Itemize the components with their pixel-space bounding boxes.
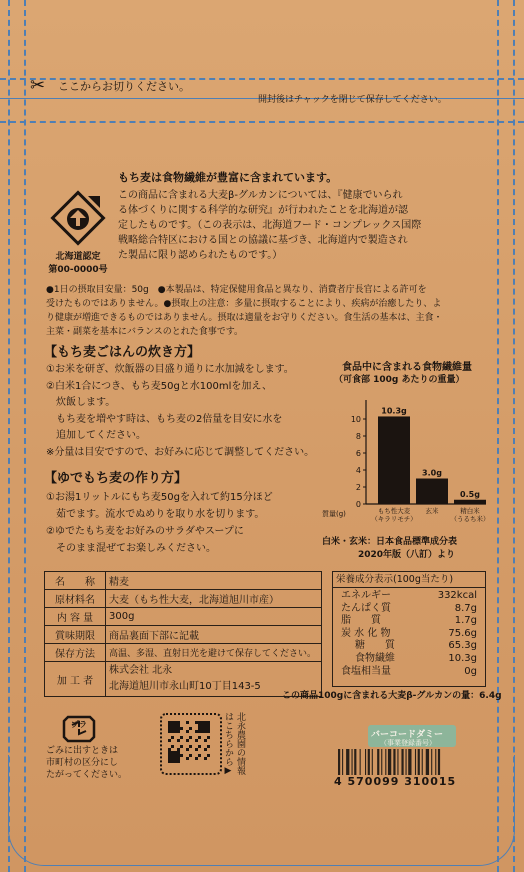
chart-source-line: 白米・玄米：日本食品標準成分表 — [322, 537, 458, 547]
boil-section-steps — [46, 489, 326, 557]
barcode-bar — [385, 749, 386, 775]
chart-category-label: 玄米 — [425, 507, 439, 515]
nutrition-value: 332kcal — [437, 590, 477, 601]
note-line: 受けたものではありません。●摂取上の注意：多量に摂取することにより、疾病が治癒したり、よ — [46, 299, 442, 309]
nutrition-value: 0g — [464, 665, 477, 677]
nutrition-row — [333, 653, 485, 666]
certification-line: 定したものです。（この表示は、北海道フード・コンプレックス国際 — [118, 220, 422, 231]
rice-step: 炊飯します。 — [46, 397, 116, 408]
recycle-line: たがってください。 — [46, 770, 128, 780]
recycle-mark-label: プラ — [71, 720, 87, 729]
barcode-bar — [418, 749, 420, 775]
chart-y-axis-label: 質量(g) — [322, 510, 346, 518]
nutrition-value: 8.7g — [454, 602, 477, 614]
intake-notes — [46, 283, 496, 339]
qr-code[interactable] — [168, 721, 210, 763]
spec-row — [45, 608, 322, 626]
guide-line-zip — [0, 121, 524, 123]
barcode — [334, 749, 484, 777]
chart-value-label: 0.5g — [460, 489, 480, 499]
nutrition-title: 栄養成分表示(100g当たり) — [333, 572, 485, 588]
barcode-bar — [360, 749, 361, 775]
certification-line: た製品に限り認められたものです。） — [118, 250, 283, 261]
nutrition-value: 10.3g — [448, 652, 477, 664]
spec-label: 内 容 量 — [45, 608, 106, 626]
nutrition-rows — [333, 588, 485, 678]
nutrition-row — [333, 590, 485, 603]
note-line: り健康が増進できるものではありません。摂取は適量をお守りください。食生活の基本は、主食・ — [46, 313, 443, 323]
recycle-line: 市町村の区分にし — [46, 758, 119, 768]
barcode-dummy-sublabel: （事業登録番号） — [380, 739, 436, 747]
rice-section-title: 【もち麦ごはんの炊き方】 — [44, 345, 201, 360]
certification-label: 北海道認定 — [55, 252, 101, 262]
note-line: 主菜・副菜を基本にバランスのとれた食事です。 — [46, 327, 244, 337]
spec-row — [45, 644, 322, 662]
spec-value: 大麦（もち性大麦，北海道旭川市産） — [106, 590, 322, 608]
nutrition-value: 75.6g — [448, 627, 477, 639]
guide-line-left-inner — [24, 0, 26, 872]
chart-bar — [416, 479, 448, 505]
chart-category-label: 精白米 — [460, 507, 480, 515]
barcode-bar — [352, 749, 353, 775]
nutrition-label: 食塩相当量 — [341, 665, 391, 677]
barcode-bar — [408, 749, 411, 775]
nutrition-table — [332, 571, 486, 687]
qr-side-line: はこちらから▶ — [223, 712, 233, 776]
boil-step: 茹でます。流水でぬめりを取り水を切ります。 — [46, 509, 265, 520]
spec-row — [45, 590, 322, 608]
recycle-text — [46, 745, 127, 781]
nutrition-row — [333, 603, 485, 616]
nutrition-label: 食物繊維 — [355, 652, 395, 664]
barcode-bar — [388, 749, 391, 775]
chart-title: 食品中に含まれる食物繊維量 — [342, 362, 472, 373]
boil-step: ②ゆでたもち麦をお好みのサラダやスープに — [46, 526, 244, 537]
spec-row — [45, 572, 322, 590]
spec-value: 商品裏面下部に記載 — [106, 626, 322, 644]
spec-row — [45, 662, 322, 697]
barcode-dummy-label: バーコードダミー — [371, 730, 444, 740]
chart-category-label: もち性大麦 — [377, 507, 411, 515]
rice-section-steps — [46, 362, 336, 461]
nutrition-value: 1.7g — [454, 615, 477, 627]
barcode-bar — [393, 749, 395, 775]
product-spec-table — [44, 571, 322, 697]
nutrition-row — [333, 640, 485, 653]
qr-module — [207, 760, 210, 763]
chart-bar — [378, 416, 410, 504]
barcode-bar — [422, 749, 423, 775]
chart-y-tick-label: 8 — [355, 432, 361, 441]
chart-y-tick-label: 4 — [355, 466, 361, 475]
zipper-note: 開封後はチャックを閉じて保存してください。 — [258, 95, 447, 105]
barcode-bar — [426, 749, 429, 775]
rice-step: ②白米1合につき、もち麦50gと水100mlを加え、 — [46, 380, 273, 392]
spec-value: 精麦 — [106, 572, 322, 590]
barcode-bar — [381, 749, 382, 775]
scissors-icon: ✂ — [30, 75, 46, 96]
nutrition-label: エネルギー — [341, 590, 391, 601]
chart-y-tick-label: 2 — [355, 483, 361, 492]
boil-section-title: 【ゆでもち麦の作り方】 — [44, 471, 188, 486]
certification-line: この商品に含まれる大麦β-グルカンについては、『健康でいられ — [118, 190, 403, 201]
hokkaido-certification-logo — [50, 190, 106, 246]
nutrition-label: 炭 水 化 物 — [341, 627, 391, 639]
spec-label: 原材料名 — [45, 590, 106, 608]
spec-value: 300g — [106, 608, 322, 626]
chart-y-tick-label: 0 — [355, 500, 361, 509]
barcode-number: 4 570099 310015 — [334, 775, 457, 788]
nutrition-label: 糖 質 — [355, 640, 395, 652]
chart-source — [322, 536, 457, 562]
qr-side-text — [222, 712, 246, 776]
chart-value-label: 10.3g — [381, 406, 407, 416]
barcode-bar — [406, 749, 407, 775]
rice-step: 追加してください。 — [46, 430, 146, 441]
chart-category-label: （うるち米） — [450, 515, 490, 523]
spec-value: 株式会社 北永 — [109, 665, 173, 676]
spec-label: 加 工 者 — [45, 662, 106, 697]
nutrition-row — [333, 666, 485, 679]
barcode-bar — [401, 749, 403, 775]
nutrition-row — [333, 628, 485, 641]
headline: もち麦は食物繊維が豊富に含まれています。 — [118, 171, 338, 184]
barcode-bar — [372, 749, 373, 775]
certification-paragraph — [118, 188, 493, 263]
barcode-bar — [415, 749, 416, 775]
fiber-chart — [320, 390, 500, 535]
spec-row — [45, 626, 322, 644]
barcode-bar — [431, 749, 432, 775]
spec-label: 保存方法 — [45, 644, 106, 662]
nutrition-label: 脂 質 — [341, 615, 381, 627]
barcode-bar — [368, 749, 370, 775]
chart-y-tick-label: 10 — [350, 415, 361, 424]
nutrition-value: 65.3g — [448, 640, 477, 652]
qr-side-line: 北永農園の情報 — [235, 712, 245, 775]
guide-line-right — [513, 0, 515, 872]
certification-line: る体づくりに関する科学的な研究』が行われたことを北海道が認 — [118, 205, 408, 216]
spec-value: 高温、多湿、直射日光を避けて保存してください。 — [106, 644, 322, 662]
recycle-line: ごみに出すときは — [46, 746, 119, 756]
boil-step: ①お湯1リットルにもち麦50gを入れて約15分ほど — [46, 492, 273, 503]
nutrition-label: たんぱく質 — [341, 602, 391, 614]
spec-label: 賞味期限 — [45, 626, 106, 644]
barcode-bar — [438, 749, 440, 775]
certification-line: 戦略総合特区における国との協議に基づき、北海道内で製造され — [118, 235, 408, 246]
barcode-bar — [397, 749, 398, 775]
guide-line-left — [8, 0, 10, 872]
barcode-bar — [377, 749, 379, 775]
spec-label: 名 称 — [45, 572, 106, 590]
nutrition-row — [333, 615, 485, 628]
barcode-bar — [338, 749, 340, 775]
barcode-bar — [435, 749, 436, 775]
note-line: ●1日の摂取目安量：50g ●本製品は、特定保健用食品と異なり、消費者庁長官による許可を — [46, 285, 427, 295]
rice-step: もち麦を増やす時は、もち麦の2倍量を目安に水を — [46, 413, 283, 425]
barcode-bar — [342, 749, 343, 775]
chart-subtitle: （可食部 100g あたりの重量） — [334, 375, 465, 385]
chart-source-line: 2020年版（八訂）より — [358, 550, 456, 560]
cut-here-text: ここからお切りください。 — [58, 80, 190, 93]
barcode-bar — [365, 749, 366, 775]
boil-step: そのまま混ぜてお楽しみください。 — [46, 543, 216, 554]
chart-y-tick-label: 6 — [355, 449, 361, 458]
barcode-bar — [346, 749, 349, 775]
chart-value-label: 3.0g — [422, 468, 442, 478]
spec-value: 北海道旭川市永山町10丁目143-5 — [109, 681, 261, 692]
certification-number: 第00-0000号 — [48, 265, 108, 275]
chart-category-label: （キラリモチ） — [371, 515, 417, 523]
rice-step: ①お米を研ぎ、炊飯器の目盛り通りに水加減をします。 — [46, 364, 294, 375]
rice-note: ※分量は目安ですので、お好みに応じて調整してください。 — [46, 446, 315, 458]
chart-bar — [454, 500, 486, 504]
beta-glucan-amount: この商品100gに含まれる大麦β-グルカンの量：6.4g — [282, 691, 502, 701]
barcode-bar — [354, 749, 356, 775]
